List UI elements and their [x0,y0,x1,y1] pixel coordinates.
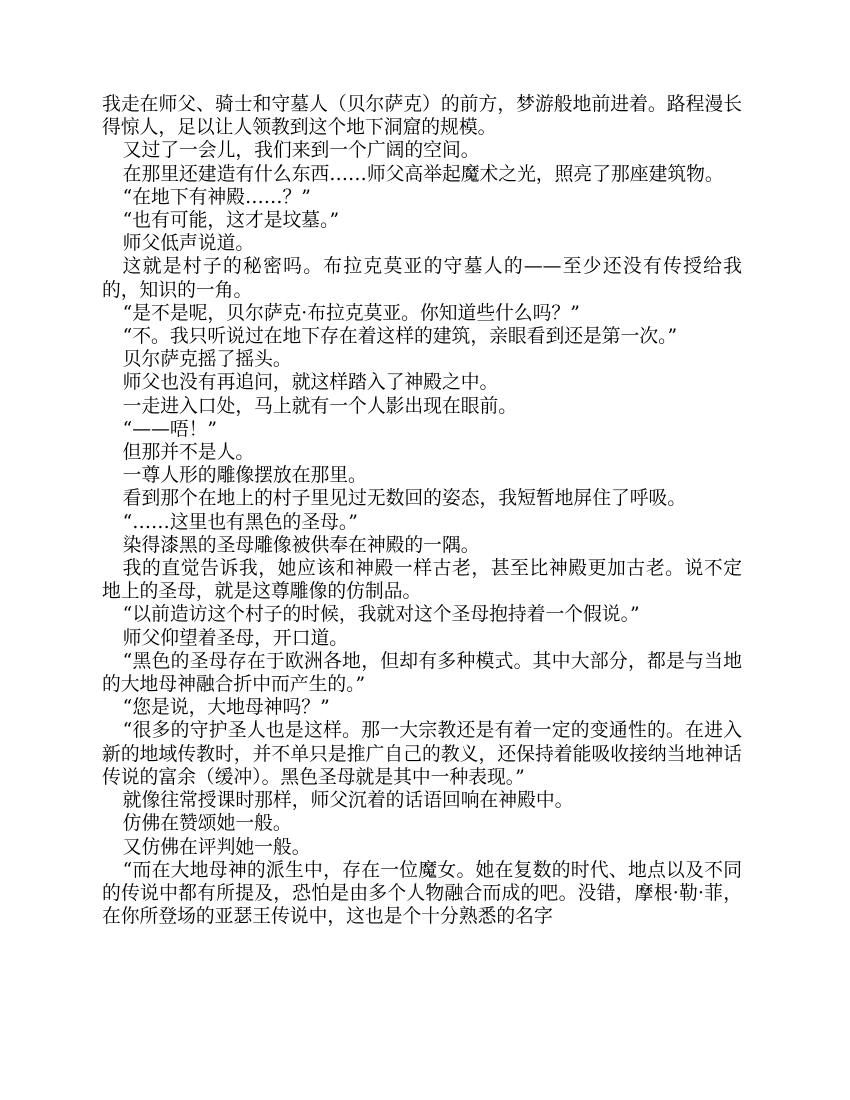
paragraph: “也有可能，这才是坟墓。” [122,210,340,232]
paragraph: 染得漆黑的圣母雕像被供奉在神殿的一隅。 [122,534,480,556]
paragraph: 在那里还建造有什么东西……师父高举起魔术之光，照亮了那座建筑物。 [122,163,724,185]
paragraph: “而在大地母神的派生中，存在一位魔女。她在复数的时代、地点以及不同的传说中都有所提及，恐怕是由多个人物融合而成的吧。没错，摩根·勒·菲，在你所登场的亚瑟王传说中，这也是个十分熟悉的名字 [102,859,742,928]
paragraph: 仿佛在赞颂她一般。 [122,813,292,835]
paragraph: 看到那个在地上的村子里见过无数回的姿态，我短暂地屏住了呼吸。 [122,488,687,510]
paragraph: “不。我只听说过在地下存在着这样的建筑，亲眼看到还是第一次。” [122,326,678,348]
paragraph: “以前造访这个村子的时候，我就对这个圣母抱持着一个假说。” [122,604,640,626]
paragraph: 这就是村子的秘密吗。布拉克莫亚的守墓人的——至少还没有传授给我的，知识的一角。 [102,256,742,301]
paragraph: “黑色的圣母存在于欧洲各地，但却有多种模式。其中大部分，都是与当地的大地母神融合折中而产生的。” [102,650,742,696]
paragraph: 又仿佛在评判她一般。 [122,836,311,858]
paragraph: 我走在师父、骑士和守墓人（贝尔萨克）的前方，梦游般地前进着。路程漫长得惊人，足以让人领教到这个地下洞窟的规模。 [102,94,742,139]
paragraph: 又过了一会儿，我们来到一个广阔的空间。 [122,140,480,162]
paragraph: 贝尔萨克摇了摇头。 [122,349,292,371]
paragraph: 就像往常授课时那样，师父沉着的话语回响在神殿中。 [122,790,574,812]
paragraph: “……这里也有黑色的圣母。” [122,511,358,533]
paragraph: “在地下有神殿……？” [122,186,311,208]
paragraph: 一走进入口处，马上就有一个人影出现在眼前。 [122,395,518,417]
paragraph: 一尊人形的雕像摆放在那里。 [122,465,367,487]
paragraph: 师父低声说道。 [122,233,255,255]
paragraph: 师父仰望着圣母，开口道。 [122,627,349,649]
paragraph: 但那并不是人。 [122,442,255,464]
paragraph: “——唔！” [122,418,217,440]
paragraph: 师父也没有再追问，就这样踏入了神殿之中。 [122,372,499,394]
document-page [102,93,742,928]
paragraph: “您是说，大地母神吗？” [122,697,330,719]
paragraph: “是不是呢，贝尔萨克·布拉克莫亚。你知道些什么吗？” [122,302,580,324]
paragraph: “很多的守护圣人也是这样。那一大宗教还是有着一定的变通性的。在进入新的地域传教时，并不单只是推广自己的教义，还保持着能吸收接纳当地神话传说的富余（缓冲）。黑色圣母就是其中一种表现。” [102,720,742,788]
paragraph: 我的直觉告诉我，她应该和神殿一样古老，甚至比神殿更加古老。说不定地上的圣母，就是这尊雕像的仿制品。 [102,558,742,603]
